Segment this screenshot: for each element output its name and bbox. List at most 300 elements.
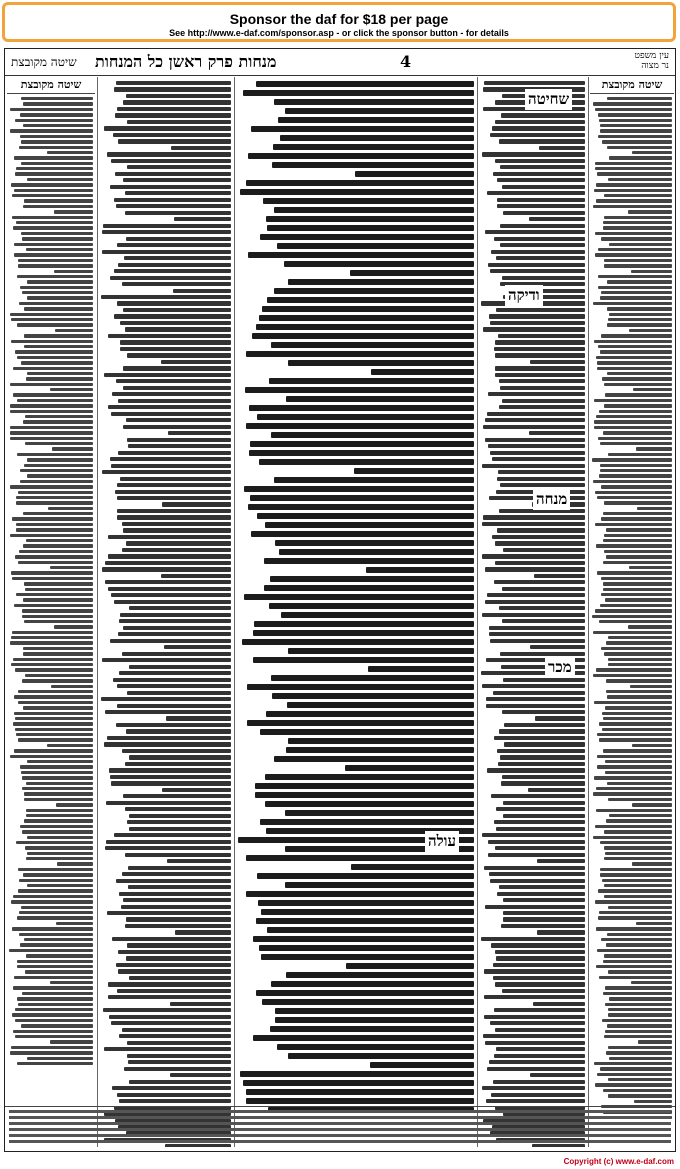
text-line <box>129 814 231 818</box>
text-line <box>487 191 585 195</box>
text-line <box>501 924 585 928</box>
text-line <box>20 480 93 483</box>
text-line <box>126 418 231 422</box>
text-line <box>111 781 231 785</box>
text-line <box>608 798 673 801</box>
text-line <box>345 765 474 771</box>
text-line <box>608 1046 672 1049</box>
text-line <box>606 641 672 644</box>
text-line <box>604 895 672 898</box>
text-line <box>16 733 93 736</box>
text-line <box>123 794 231 798</box>
text-line <box>129 665 231 669</box>
text-line <box>21 97 93 100</box>
text-line <box>47 151 93 154</box>
text-line <box>597 571 672 574</box>
text-line <box>24 334 93 337</box>
text-line <box>488 444 585 448</box>
text-line <box>482 613 585 617</box>
text-line <box>14 976 93 979</box>
text-line <box>21 906 93 909</box>
text-line <box>484 1015 585 1019</box>
text-line <box>596 927 672 930</box>
text-line <box>500 755 585 759</box>
text-line <box>497 204 585 208</box>
text-line <box>114 269 231 273</box>
text-line <box>604 194 672 197</box>
text-line <box>110 276 231 280</box>
text-line <box>285 882 474 888</box>
text-line <box>631 270 672 273</box>
text-line <box>266 711 474 717</box>
text-line <box>609 156 672 159</box>
text-line <box>120 477 231 481</box>
text-line <box>600 841 672 844</box>
text-line <box>123 626 231 630</box>
text-line <box>21 361 93 364</box>
text-line <box>495 353 585 357</box>
text-line <box>493 976 585 980</box>
text-line <box>13 986 93 989</box>
text-line <box>491 250 585 254</box>
text-line <box>503 548 585 552</box>
text-line <box>24 792 93 795</box>
text-line <box>597 1073 672 1076</box>
text-line <box>106 801 231 805</box>
text-line <box>243 1080 474 1086</box>
text-line <box>114 198 231 202</box>
text-line <box>23 124 93 127</box>
text-line <box>499 139 585 143</box>
text-line <box>26 857 93 860</box>
text-line <box>10 431 93 434</box>
text-line <box>11 1046 93 1049</box>
text-line <box>607 695 672 698</box>
text-line <box>608 658 672 661</box>
text-line <box>601 291 672 294</box>
text-line <box>601 593 672 596</box>
text-line <box>255 783 474 789</box>
text-line <box>484 866 585 870</box>
text-line <box>491 794 585 798</box>
text-line <box>371 369 474 375</box>
text-line <box>253 630 474 636</box>
text-line <box>122 522 231 526</box>
text-line <box>22 830 93 833</box>
text-line <box>491 943 585 947</box>
text-line <box>17 356 93 359</box>
text-line <box>23 873 93 876</box>
text-line <box>285 108 474 114</box>
text-line <box>17 323 93 326</box>
right-commentary-column <box>590 77 674 1147</box>
text-line <box>27 372 93 375</box>
text-line <box>284 261 474 267</box>
text-line <box>503 917 585 921</box>
text-line <box>607 1024 672 1027</box>
text-line <box>596 199 672 202</box>
text-line <box>602 879 672 882</box>
text-line <box>494 347 585 351</box>
text-line <box>120 340 231 344</box>
text-line <box>129 1080 231 1084</box>
text-line <box>258 900 474 906</box>
text-line <box>503 898 585 902</box>
text-line <box>271 675 474 681</box>
text-line <box>593 836 672 839</box>
text-line <box>54 210 93 213</box>
text-line <box>113 133 231 137</box>
text-line <box>482 152 585 156</box>
text-line <box>27 760 93 763</box>
text-line <box>122 548 231 552</box>
text-line <box>14 712 93 715</box>
text-line <box>118 969 231 973</box>
text-line <box>638 1040 672 1043</box>
left-commentary-column <box>7 77 95 1147</box>
text-line <box>21 1024 93 1027</box>
text-line <box>595 108 672 111</box>
text-line <box>605 393 672 396</box>
text-line <box>596 415 672 418</box>
text-line <box>104 1047 231 1051</box>
text-line <box>24 938 93 941</box>
text-line <box>274 207 474 213</box>
text-line <box>164 645 231 649</box>
text-line <box>603 717 672 720</box>
text-line <box>105 580 231 584</box>
text-line <box>256 324 474 330</box>
text-line <box>496 956 585 960</box>
text-line <box>599 474 672 477</box>
text-line <box>288 1053 474 1059</box>
text-line <box>490 133 585 137</box>
text-line <box>170 1073 231 1077</box>
text-line <box>596 787 672 790</box>
text-line <box>15 350 93 353</box>
text-line <box>274 756 474 762</box>
text-line <box>606 819 672 822</box>
text-line <box>15 1019 93 1022</box>
text-line <box>603 588 672 591</box>
text-line <box>20 286 93 289</box>
text-line <box>15 172 93 175</box>
text-line <box>55 329 93 332</box>
text-line <box>24 620 93 623</box>
text-line <box>25 415 93 418</box>
text-line <box>628 625 672 628</box>
text-line <box>600 469 672 472</box>
text-line <box>127 943 231 947</box>
text-line <box>22 615 93 618</box>
text-line <box>127 691 231 695</box>
text-line <box>242 639 474 645</box>
text-line <box>18 264 93 267</box>
text-line <box>637 507 672 510</box>
dibbur-hamatchil-5: עולה <box>425 831 459 852</box>
text-line <box>125 211 231 215</box>
text-line <box>494 580 585 584</box>
text-line <box>19 550 93 553</box>
text-line <box>122 282 231 286</box>
text-line <box>274 99 474 105</box>
text-line <box>608 178 672 181</box>
text-line <box>101 697 231 701</box>
text-line <box>10 641 93 644</box>
text-line <box>10 404 93 407</box>
text-line <box>605 986 672 989</box>
text-line <box>107 152 231 156</box>
text-line <box>497 892 585 896</box>
header-right-refs <box>635 51 669 71</box>
text-line <box>12 216 93 219</box>
text-line <box>535 716 585 720</box>
text-line <box>127 120 231 124</box>
text-line <box>598 275 672 278</box>
text-line <box>593 205 672 208</box>
text-line <box>119 892 231 896</box>
text-line <box>593 631 672 634</box>
text-line <box>493 963 585 967</box>
text-line <box>608 1013 672 1016</box>
text-line <box>24 582 93 585</box>
text-line <box>10 410 93 413</box>
text-line <box>495 950 585 954</box>
text-line <box>604 652 672 655</box>
text-line <box>115 113 231 117</box>
text-line <box>251 126 475 132</box>
text-line <box>485 418 585 422</box>
text-line <box>596 668 672 671</box>
text-line <box>16 496 93 499</box>
text-line <box>102 658 231 662</box>
text-line <box>10 313 93 316</box>
text-line <box>127 1041 231 1045</box>
text-line <box>124 1067 231 1071</box>
text-line <box>12 927 93 930</box>
text-line <box>124 256 231 260</box>
text-line <box>628 210 672 213</box>
text-line <box>23 652 93 655</box>
text-line <box>605 771 672 774</box>
text-line <box>13 1030 93 1033</box>
text-line <box>267 225 474 231</box>
text-line <box>246 180 474 186</box>
text-line <box>596 544 672 547</box>
text-line <box>607 97 672 100</box>
text-line <box>495 1028 585 1032</box>
text-line <box>18 1003 93 1006</box>
text-line <box>594 701 672 704</box>
text-line <box>123 178 231 182</box>
text-line <box>537 859 585 863</box>
text-line <box>129 976 231 980</box>
text-line <box>27 280 93 283</box>
text-line <box>253 936 474 942</box>
text-line <box>111 1021 231 1025</box>
text-line <box>263 198 474 204</box>
text-line <box>271 432 474 438</box>
text-line <box>482 464 585 468</box>
text-line <box>501 113 585 117</box>
text-line <box>108 405 231 409</box>
text-line <box>51 685 94 688</box>
text-line <box>495 366 585 370</box>
text-line <box>126 917 231 921</box>
text-line <box>120 321 231 325</box>
text-line <box>19 933 93 936</box>
text-line <box>116 204 231 208</box>
text-line <box>20 825 93 828</box>
text-line <box>601 577 672 580</box>
text-line <box>117 704 231 708</box>
text-line <box>17 965 93 968</box>
text-line <box>27 852 93 855</box>
text-line <box>108 334 232 338</box>
text-line <box>592 458 672 461</box>
text-line <box>634 1100 672 1103</box>
text-line <box>607 782 672 785</box>
text-line <box>485 1041 585 1045</box>
text-line <box>606 555 672 558</box>
text-line <box>10 485 93 488</box>
text-line <box>118 451 231 455</box>
text-line <box>487 1067 585 1071</box>
text-line <box>593 302 672 305</box>
text-line <box>265 522 474 528</box>
text-line <box>117 243 231 247</box>
text-line <box>597 949 672 952</box>
text-line <box>604 954 672 957</box>
text-line <box>604 404 672 407</box>
text-line <box>20 469 93 472</box>
text-line <box>499 379 585 383</box>
text-line <box>600 604 672 607</box>
text-line <box>592 615 672 618</box>
text-line <box>286 747 474 753</box>
text-line <box>489 626 585 630</box>
text-line <box>114 600 231 604</box>
text-line <box>248 504 474 510</box>
text-line <box>23 420 93 423</box>
text-line <box>597 765 672 768</box>
text-line <box>119 1099 231 1103</box>
text-line <box>604 884 672 887</box>
text-line <box>171 146 231 150</box>
text-line <box>355 171 474 177</box>
text-line <box>350 270 474 276</box>
sponsor-banner[interactable] <box>2 2 676 42</box>
text-line <box>598 135 672 138</box>
text-line <box>607 372 672 375</box>
text-line <box>107 911 231 915</box>
text-line <box>125 924 231 928</box>
text-line <box>483 515 585 519</box>
text-line <box>27 178 93 181</box>
text-line <box>504 742 585 746</box>
text-line <box>57 862 93 865</box>
text-line <box>606 1051 672 1054</box>
text-line <box>104 126 231 130</box>
text-line <box>118 139 231 143</box>
copyright-notice: Copyright (c) www.e-daf.com <box>563 1157 674 1166</box>
text-line <box>25 970 93 973</box>
text-line <box>599 620 672 623</box>
text-line <box>499 405 585 409</box>
text-line <box>603 749 672 752</box>
text-line <box>503 814 585 818</box>
text-line <box>632 151 672 154</box>
text-line <box>240 1071 474 1077</box>
text-line <box>487 412 585 416</box>
text-line <box>270 1026 474 1032</box>
text-line <box>597 367 672 370</box>
text-line <box>126 237 231 241</box>
text-line <box>485 438 585 442</box>
text-line <box>16 501 93 504</box>
text-line <box>108 982 231 986</box>
text-line <box>597 361 672 364</box>
text-line <box>503 801 585 805</box>
text-line <box>267 297 474 303</box>
text-line <box>601 334 672 337</box>
text-line <box>249 450 474 456</box>
text-line <box>601 237 672 240</box>
text-line <box>605 1003 672 1006</box>
text-line <box>496 256 585 260</box>
text-line <box>495 846 585 850</box>
text-line <box>118 632 231 636</box>
text-line <box>114 833 231 837</box>
text-line <box>596 965 672 968</box>
text-line <box>593 674 672 677</box>
text-line <box>499 606 585 610</box>
text-line <box>11 663 93 666</box>
text-line <box>595 523 672 526</box>
text-line <box>483 327 585 331</box>
text-line <box>16 167 93 170</box>
text-line <box>127 438 231 442</box>
text-line <box>125 762 231 766</box>
tosafot-column <box>99 77 233 1147</box>
text-line <box>54 270 93 273</box>
text-line <box>492 535 585 539</box>
text-line <box>117 515 231 519</box>
text-line <box>18 868 93 871</box>
text-line <box>250 441 474 447</box>
text-line <box>115 490 231 494</box>
text-line <box>498 334 585 338</box>
text-line <box>607 280 672 283</box>
text-line <box>492 457 585 461</box>
text-line <box>631 981 672 984</box>
text-line <box>11 183 93 186</box>
text-line <box>502 775 585 779</box>
text-line <box>259 315 474 321</box>
text-line <box>23 598 93 601</box>
text-line <box>288 648 474 654</box>
text-line <box>122 652 231 656</box>
text-line <box>273 144 474 150</box>
text-line <box>600 129 672 132</box>
text-line <box>18 889 93 892</box>
text-line <box>595 825 673 828</box>
text-line <box>502 399 585 403</box>
text-line <box>595 162 672 165</box>
text-line <box>604 216 672 219</box>
text-line <box>604 383 672 386</box>
text-line <box>503 911 585 915</box>
